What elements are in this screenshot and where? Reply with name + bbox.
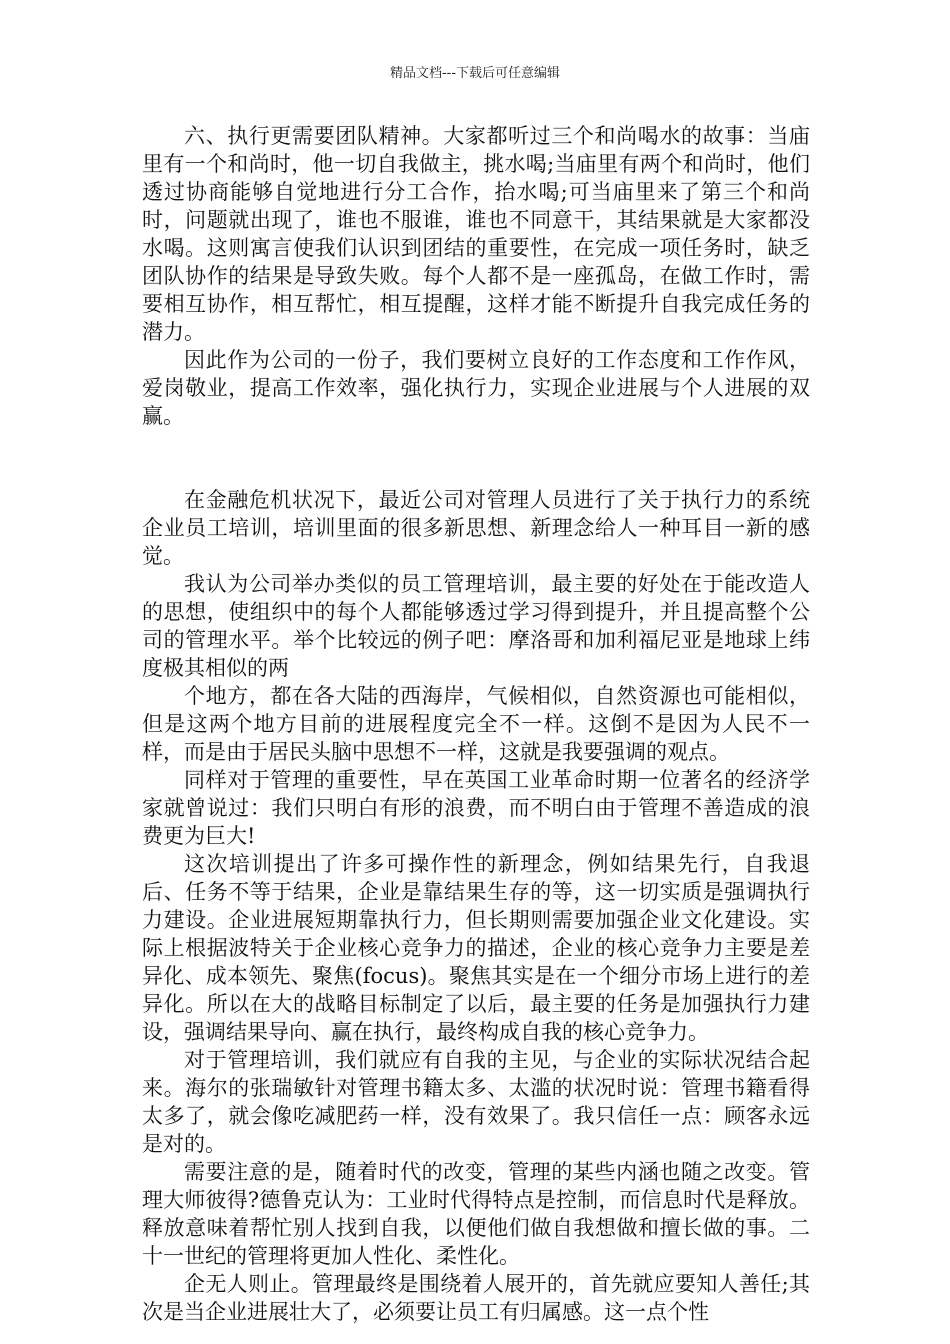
paragraph-8: 对于管理培训，我们就应有自我的主见，与企业的实际状况结合起来。海尔的张瑞敏针对管理书籍太多、太滥的状况时说：管理书籍看得太多了，就会像吃减肥药一样，没有效果了。我只信任一点：顾客永远是对的。 <box>142 1048 810 1156</box>
paragraph-1: 六、执行更需要团队精神。大家都听过三个和尚喝水的故事：当庙里有一个和尚时，他一切自我做主，挑水喝;当庙里有两个和尚时，他们透过协商能够自觉地进行分工合作，抬水喝;可当庙里来了第三个和尚时，问题就出现了，谁也不服谁，谁也不同意干，其结果就是大家都没水喝。这则寓言使我们认识到团结的重要性，在完成一项任务时，缺乏团队协作的结果是导致失败。每个人都不是一座孤岛，在做工作时，需要相互协作，相互帮忙，相互提醒，这样才能不断提升自我完成任务的潜力。 <box>142 124 810 344</box>
paragraph-gap <box>142 430 810 458</box>
paragraph-6: 同样对于管理的重要性，早在英国工业革命时期一位著名的经济学家就曾说过：我们只明白有形的浪费，而不明白由于管理不善造成的浪费更为巨大! <box>142 768 810 848</box>
document-body <box>142 122 810 1326</box>
page-header: 精品文档---下载后可任意编辑 <box>389 66 561 81</box>
paragraph-3: 在金融危机状况下，最近公司对管理人员进行了关于执行力的系统企业员工培训，培训里面的很多新思想、新理念给人一种耳目一新的感觉。 <box>142 488 810 568</box>
paragraph-5: 个地方，都在各大陆的西海岸，气候相似，自然资源也可能相似，但是这两个地方目前的进展程度完全不一样。这倒不是因为人民不一样，而是由于居民头脑中思想不一样，这就是我要强调的观点。 <box>142 684 810 764</box>
paragraph-gap <box>142 458 810 486</box>
paragraph-9: 需要注意的是，随着时代的改变，管理的某些内涵也随之改变。管理大师彼得?德鲁克认为：工业时代得特点是控制，而信息时代是释放。释放意味着帮忙别人找到自我，以便他们做自我想做和擅长做的事。二十一世纪的管理将更加人性化、柔性化。 <box>142 1160 810 1268</box>
paragraph-4: 我认为公司举办类似的员工管理培训，最主要的好处在于能改造人的思想，使组织中的每个人都能够透过学习得到提升，并且提高整个公司的管理水平。举个比较远的例子吧：摩洛哥和加利福尼亚是地球上纬度极其相似的两 <box>142 572 810 680</box>
paragraph-10: 企无人则止。管理最终是围绕着人展开的，首先就应要知人善任;其次是当企业进展壮大了，必须要让员工有归属感。这一点个性 <box>142 1272 810 1324</box>
paragraph-2: 因此作为公司的一份子，我们要树立良好的工作态度和工作作风，爱岗敬业，提高工作效率，强化执行力，实现企业进展与个人进展的双赢。 <box>142 348 810 428</box>
paragraph-7: 这次培训提出了许多可操作性的新理念，例如结果先行，自我退后、任务不等于结果，企业是靠结果生存的等，这一切实质是强调执行力建设。企业进展短期靠执行力，但长期则需要加强企业文化建设。实际上根据波特关于企业核心竞争力的描述，企业的核心竞争力主要是差异化、成本领先、聚焦(focus)。聚焦其实是在一个细分市场上进行的差异化。所以在大的战略目标制定了以后，最主要的任务是加强执行力建设，强调结果导向、赢在执行，最终构成自我的核心竞争力。 <box>142 852 810 1044</box>
